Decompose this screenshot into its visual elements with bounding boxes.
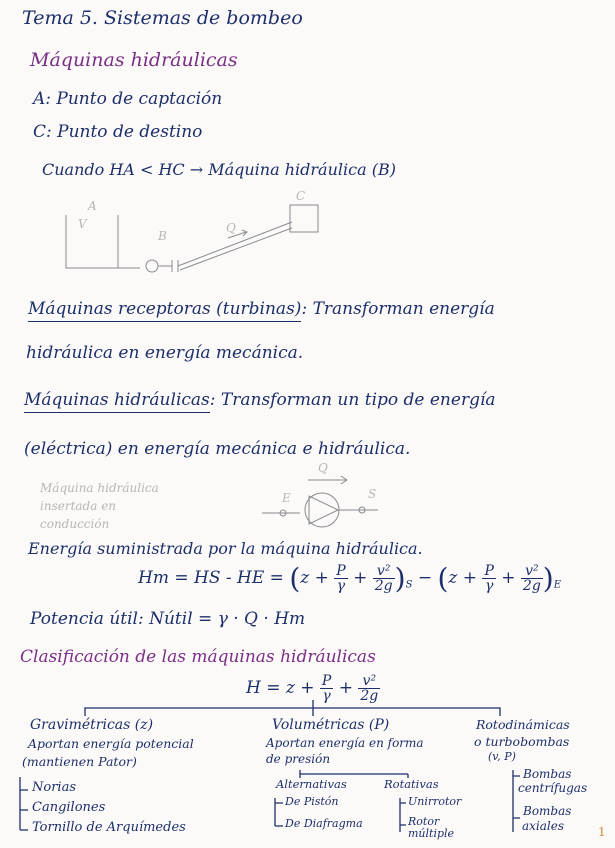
hidraulicas-def-2: (eléctrica) en energía mecánica e hidráulica. [24,439,411,459]
volumetricas-rotativas: Rotativas [384,777,439,791]
gravimetricas-desc-1: Aportan energía potencial [28,736,194,751]
receptoras-def-1: : Transforman energía [301,299,495,319]
hidraulicas-line [24,391,496,410]
eq1-sub-s: S [405,579,413,591]
eq1-sub-e: E [553,579,562,591]
eq1-v2-2: v² [521,564,543,579]
hidraulicas-def-1: : Transforman un tipo de energía [209,390,496,410]
equation-energy: Hm = HS - HE = (z + $\frac{P}{\gamma}$ + $\frac{\text{v²}}{2g}$ )$_S - (z$ + $\frac{P}{\gamma}$ + $\frac{\text{v²}}{2g}$ )$_E$ [138,562,562,595]
eq1-v2: v² [373,564,395,579]
pump-label-q: Q [318,461,328,475]
pump-b-circle [146,260,158,272]
rotodinamicas-item-1b: centrífugas [518,781,588,795]
volumetricas-rot-item-2: Rotor múltiple [408,815,455,841]
page-number: 1 [598,825,606,839]
eq2-v2: v² [358,674,380,689]
hidraulicas-term: Máquinas hidráulicas [24,390,210,413]
eq1-z-2: z + [448,568,478,588]
condition-text: Cuando HA < HC → Máquina hidráulica (B) [42,160,396,179]
eq1-gamma: γ [336,578,346,594]
eq1-z: z + [300,568,329,588]
eq2-p: P [321,673,332,689]
faint-note-2: insertada en [40,499,117,513]
rotodinamicas-title-1: Rotodinámicas [476,717,570,732]
eq1-2g-2: 2g [522,578,541,594]
eq1-p: P [336,563,346,579]
receptoras-term: Máquinas receptoras (turbinas) [28,299,301,322]
eq2-2g: 2g [360,688,379,704]
volumetricas-desc-2: de presión [266,752,331,766]
gravimetricas-item-3: Tornillo de Arquímedes [32,820,186,835]
volumetricas-rot-item-1: Unirrotor [408,795,462,808]
label-v-mark: V [78,217,87,231]
volumetricas-title: Volumétricas (P) [272,717,390,733]
point-a-text: A: Punto de captación [33,89,223,109]
volumetricas-alternativas: Alternativas [276,777,347,791]
label-c: C [296,189,306,203]
eq2-gamma: γ [322,688,331,704]
tank-a-outline [66,215,118,268]
gravimetricas-item-2: Cangilones [32,800,106,815]
rotodinamicas-item-2a: Bombas [523,804,572,818]
equation-h: H = z + $\frac{P}{\gamma}$ + $\frac{\text{v²}}{2g}$ [246,673,379,704]
rotodinamicas-item-1a: Bombas [523,767,572,781]
power-text: Potencia útil: Nútil = γ · Q · Hm [30,609,306,629]
eq1-gamma-2: γ [484,578,494,594]
section-heading: Máquinas hidráulicas [30,49,238,71]
pump-circle [305,493,339,527]
point-c-text: C: Punto de destino [33,122,203,142]
receptoras-line [28,300,495,319]
pump-label-s: S [368,487,377,501]
gravimetricas-desc-2: (mantienen Pator) [22,754,137,769]
label-b: B [158,229,167,243]
rotodinamicas-title-3: (v, P) [488,750,516,763]
volumetricas-desc-1: Aportan energía en forma [266,736,424,750]
classification-heading: Clasificación de las máquinas hidráulicas [20,647,376,667]
volumetricas-alt-item-2: De Diafragma [285,817,363,830]
faint-note-1: Máquina hidráulica [40,481,159,495]
eq1-lhs: Hm = HS - HE = [138,568,284,588]
faint-note-3: conducción [40,517,110,531]
tank-c-outline [290,205,318,232]
pump-triangle [309,496,338,524]
gravimetricas-item-1: Norias [32,780,76,795]
eq1-p-2: P [484,563,494,579]
gravimetricas-title: Gravimétricas (z) [30,717,154,733]
page-title: Tema 5. Sistemas de bombeo [22,7,303,29]
eq1-2g: 2g [374,578,393,594]
rotodinamicas-item-2b: axiales [522,819,565,833]
volumetricas-alt-item-1: De Pistón [285,795,339,808]
energy-text: Energía suministrada por la máquina hidráulica. [28,539,423,558]
valve-symbol [172,260,178,272]
rotodinamicas-title-2: o turbobombas [474,734,570,749]
eq2-lhs: H = z + [246,678,315,698]
receptoras-def-2: hidráulica en energía mecánica. [26,343,304,363]
label-q: Q [226,221,236,235]
pump-label-e: E [282,491,291,505]
label-a: A [88,199,97,213]
